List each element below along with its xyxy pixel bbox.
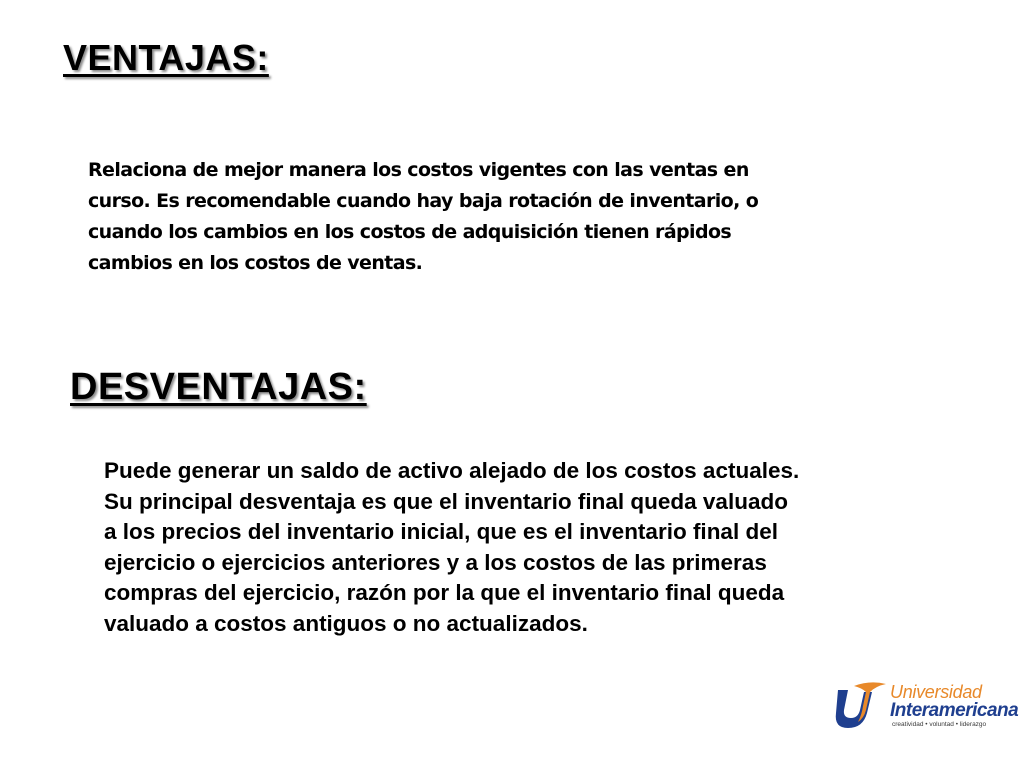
desventajas-heading: DESVENTAJAS: (70, 366, 367, 408)
ventajas-text: Relaciona de mejor manera los costos vigentes con las ventas en curso. Es recomendable cuando hay baja rotación de inventario, o cuando los cambios en los costos de adquisición tienen rápidos cambios en los costos de ventas. (88, 159, 759, 274)
logo-word-interamericana: Interamericana (890, 700, 1019, 721)
desventajas-paragraph-1: Puede generar un saldo de activo alejado de los costos actuales. (104, 458, 800, 483)
logo-emblem-icon (832, 680, 888, 730)
desventajas-text (104, 456, 804, 639)
university-logo (832, 676, 1018, 736)
logo-tagline: creatividad • voluntad • liderazgo (892, 721, 987, 728)
ventajas-heading: VENTAJAS: (63, 37, 269, 78)
desventajas-paragraph-2: Su principal desventaja es que el inventario final queda valuado a los precios del inventario inicial, que es el inventario final del ejercicio o ejercicios anteriores y a los costos de las primeras compras del ejercicio, razón por la que el inventario final queda valuado a costos antiguos o no actualizados. (104, 488, 788, 636)
logo-word-universidad: Universidad (890, 682, 982, 702)
